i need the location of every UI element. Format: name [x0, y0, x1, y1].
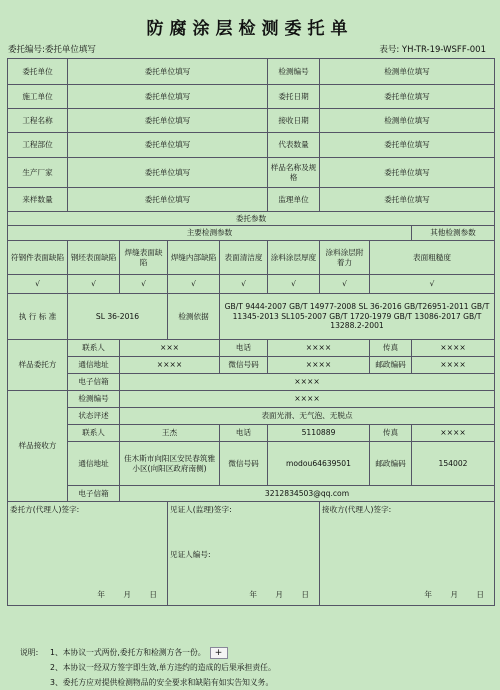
- param-col: 符钢件表面缺陷: [8, 241, 68, 275]
- receiver-wechat[interactable]: modou64639501: [268, 442, 370, 486]
- client-fax-label: 传真: [370, 340, 412, 357]
- table-row: [8, 85, 495, 109]
- value-supervision-unit[interactable]: 委托单位填写: [320, 188, 495, 212]
- notes-block: [20, 645, 276, 690]
- value-client-unit[interactable]: 委托单位填写: [68, 59, 268, 85]
- value-sample-name[interactable]: 委托单位填写: [320, 158, 495, 188]
- param-check[interactable]: √: [268, 275, 320, 294]
- params-header: 委托参数: [8, 212, 495, 226]
- client-email[interactable]: ××××: [120, 374, 495, 391]
- order-number: 委托编号:委托单位填写: [8, 45, 96, 55]
- value-receive-date[interactable]: 检测单位填写: [320, 109, 495, 133]
- witness-signature-label: 见证人(监理)签字:: [170, 505, 232, 514]
- receiver-addr-label: 通信地址: [68, 442, 120, 486]
- client-contact[interactable]: ×××: [120, 340, 220, 357]
- note-2: 2、本协议一经双方签字即生效,单方违约的造成的后果承担责任。: [50, 663, 276, 672]
- receiver-fax[interactable]: ××××: [412, 425, 495, 442]
- receiver-zip[interactable]: 154002: [412, 442, 495, 486]
- receiver-phone[interactable]: 5110889: [268, 425, 370, 442]
- table-row: [8, 158, 495, 188]
- receiver-signature-cell[interactable]: [320, 502, 495, 606]
- receiver-group-label: 样品接收方: [8, 391, 68, 502]
- param-col: 涂料涂层附着力: [320, 241, 370, 275]
- client-wechat-label: 微信号码: [220, 357, 268, 374]
- param-col: 焊缝表面缺陷: [120, 241, 168, 275]
- param-col: 涂料涂层厚度: [268, 241, 320, 275]
- client-signature-label: 委托方(代理人)签字:: [10, 505, 80, 514]
- receiver-state[interactable]: 表面光滑、无气泡、无脱点: [120, 408, 495, 425]
- receiver-contact[interactable]: 王杰: [120, 425, 220, 442]
- table-row: [8, 133, 495, 158]
- client-contact-label: 联系人: [68, 340, 120, 357]
- receiver-code-label: 检测编号: [68, 391, 120, 408]
- label-receive-date: 接收日期: [268, 109, 320, 133]
- value-manufacturer[interactable]: 委托单位填写: [68, 158, 268, 188]
- client-signature-cell[interactable]: [8, 502, 168, 606]
- param-check[interactable]: √: [120, 275, 168, 294]
- table-row: [8, 109, 495, 133]
- client-phone[interactable]: ××××: [268, 340, 370, 357]
- note-1: 1、本协议一式两份,委托方和检测方各一份。: [50, 648, 206, 657]
- add-button[interactable]: +: [210, 647, 228, 659]
- client-wechat[interactable]: ××××: [268, 357, 370, 374]
- standard-value[interactable]: SL 36-2016: [68, 294, 168, 340]
- label-sample-name: 样品名称及规格: [268, 158, 320, 188]
- basis-value[interactable]: GB/T 9444-2007 GB/T 14977-2008 SL 36-2016 GB/T26951-2011 GB/T 11345-2013 SL105-2007 GB/T 1720-1979 GB/T 13086-2017 GB/T 13288.2-2001: [220, 294, 495, 340]
- receiver-email[interactable]: 3212834503@qq.com: [120, 486, 495, 502]
- receiver-state-label: 状态评述: [68, 408, 120, 425]
- client-group-label: 样品委托方: [8, 340, 68, 391]
- receiver-email-label: 电子信箱: [68, 486, 120, 502]
- client-zip[interactable]: ××××: [412, 357, 495, 374]
- label-construction-unit: 施工单位: [8, 85, 68, 109]
- label-manufacturer: 生产厂家: [8, 158, 68, 188]
- other-params-header: 其他检测参数: [412, 226, 495, 241]
- basis-label: 检测依据: [168, 294, 220, 340]
- commission-table: [7, 58, 495, 606]
- label-test-number: 检测编号: [268, 59, 320, 85]
- form-title: 防腐涂层检测委托单: [146, 19, 354, 39]
- label-project-part: 工程部位: [8, 133, 68, 158]
- value-sample-count[interactable]: 委托单位填写: [68, 188, 268, 212]
- param-check[interactable]: √: [168, 275, 220, 294]
- label-quantity: 代表数量: [268, 133, 320, 158]
- client-phone-label: 电话: [220, 340, 268, 357]
- param-check[interactable]: √: [370, 275, 495, 294]
- param-col: 表面清洁度: [220, 241, 268, 275]
- notes-label: 说明:: [20, 648, 39, 657]
- param-check[interactable]: √: [8, 275, 68, 294]
- param-check[interactable]: √: [220, 275, 268, 294]
- witness-number-label: 见证人编号:: [170, 550, 211, 559]
- client-email-label: 电子信箱: [68, 374, 120, 391]
- table-row: [8, 59, 495, 85]
- receiver-contact-label: 联系人: [68, 425, 120, 442]
- value-quantity[interactable]: 委托单位填写: [320, 133, 495, 158]
- label-sample-count: 来样数量: [8, 188, 68, 212]
- receiver-zip-label: 邮政编码: [370, 442, 412, 486]
- table-row: [8, 188, 495, 212]
- client-zip-label: 邮政编码: [370, 357, 412, 374]
- standard-label: 执 行 标 准: [8, 294, 68, 340]
- main-params-header: 主要检测参数: [8, 226, 412, 241]
- value-construction-unit[interactable]: 委托单位填写: [68, 85, 268, 109]
- label-project-name: 工程名称: [8, 109, 68, 133]
- receiver-code[interactable]: ××××: [120, 391, 495, 408]
- param-col: 表面粗糙度: [370, 241, 495, 275]
- witness-signature-date: 年 月 日: [249, 589, 309, 599]
- value-commission-date[interactable]: 委托单位填写: [320, 85, 495, 109]
- label-commission-date: 委托日期: [268, 85, 320, 109]
- client-addr[interactable]: ××××: [120, 357, 220, 374]
- receiver-signature-date: 年 月 日: [424, 589, 484, 599]
- receiver-signature-label: 接收方(代理人)签字:: [322, 505, 392, 514]
- receiver-wechat-label: 微信号码: [220, 442, 268, 486]
- param-col: 钢坯表面缺陷: [68, 241, 120, 275]
- value-project-part[interactable]: 委托单位填写: [68, 133, 268, 158]
- receiver-addr[interactable]: 佳木斯市向阳区安民春筑雅小区(向阳区政府南侧): [120, 442, 220, 486]
- param-check[interactable]: √: [320, 275, 370, 294]
- client-signature-date: 年 月 日: [97, 589, 157, 599]
- note-3: 3、委托方应对提供检测物品的安全要求和缺陷有如实告知义务。: [50, 678, 274, 687]
- client-fax[interactable]: ××××: [412, 340, 495, 357]
- client-addr-label: 通信地址: [68, 357, 120, 374]
- param-col: 焊缝内部缺陷: [168, 241, 220, 275]
- value-project-name[interactable]: 委托单位填写: [68, 109, 268, 133]
- label-client-unit: 委托单位: [8, 59, 68, 85]
- witness-signature-cell[interactable]: [168, 502, 320, 606]
- form-number: 表号: YH-TR-19-WSFF-001: [379, 45, 486, 55]
- receiver-fax-label: 传真: [370, 425, 412, 442]
- receiver-phone-label: 电话: [220, 425, 268, 442]
- param-check[interactable]: √: [68, 275, 120, 294]
- label-supervision-unit: 监理单位: [268, 188, 320, 212]
- value-test-number[interactable]: 检测单位填写: [320, 59, 495, 85]
